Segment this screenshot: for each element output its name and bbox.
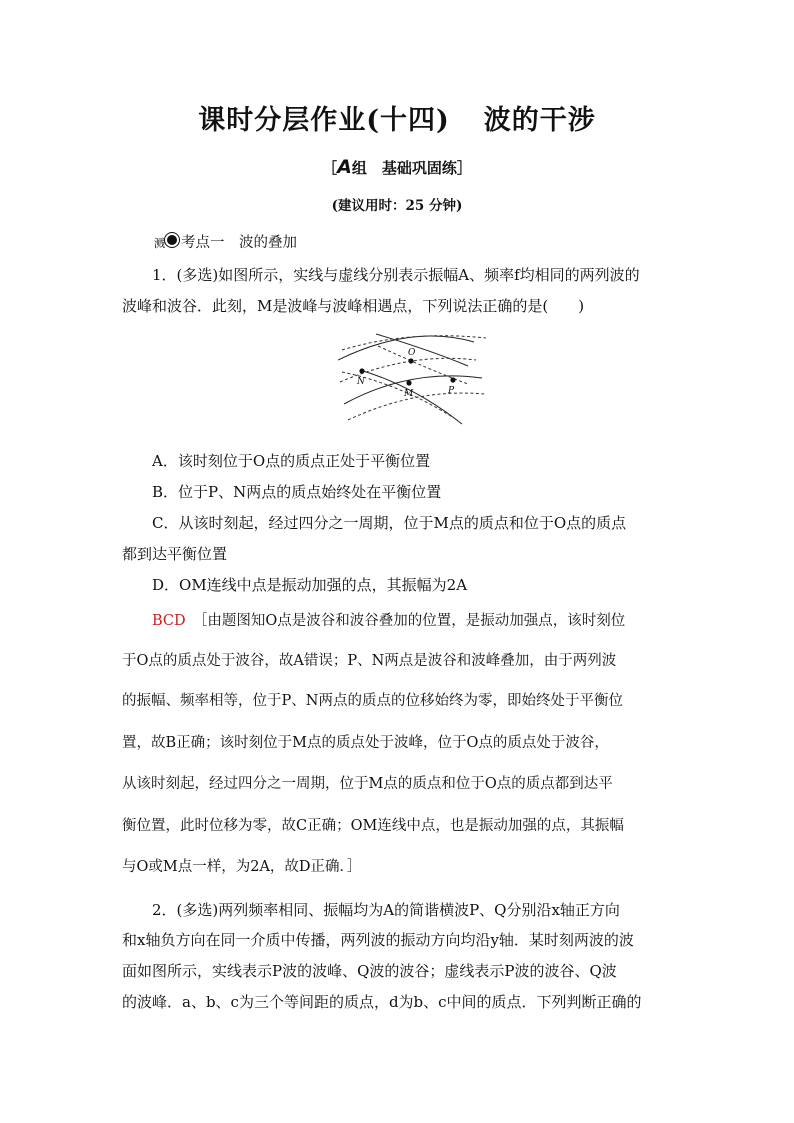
label-N: N — [357, 377, 365, 387]
group-letter: A — [337, 156, 352, 178]
q1-line-2: 波峰和波谷．此刻，M是波峰与波峰相遇点，下列说法正确的是( ) — [122, 297, 585, 315]
q1-option-d: D．OM连线中点是振动加强的点，其振幅为2A — [152, 576, 468, 594]
solid-wavefront-1 — [338, 336, 474, 360]
group-heading — [0, 156, 794, 178]
q1-answer-line-3: 的振幅、频率相等，位于P、N两点的质点的位移始终为零，即始终处于平衡位 — [122, 693, 623, 709]
q1-answer-line-1 — [152, 609, 625, 633]
q1-line-1: 1．(多选)如图所示，实线与虚线分别表示振幅A、频率f均相同的两列波的 — [152, 266, 640, 284]
target-icon — [165, 233, 179, 247]
point-O — [408, 358, 413, 363]
q2-line-2: 和x轴负方向在同一介质中传播，两列波的振动方向均沿y轴．某时刻两波的波 — [122, 931, 634, 949]
point-N — [359, 368, 364, 373]
solid-wavefront-3 — [376, 334, 468, 366]
q1-answer-line-6: 衡位置，此时位移为零，故C正确；OM连线中点，也是振动加强的点，其振幅 — [122, 818, 624, 834]
label-P: P — [448, 386, 455, 396]
q2-line-1: 2．(多选)两列频率相同、振幅均为A的简谐横波P、Q分别沿x轴正方向 — [152, 901, 620, 919]
q1-option-a: A．该时刻位于O点的质点正处于平衡位置 — [152, 452, 431, 470]
wave-figure — [338, 326, 486, 426]
answer-key: BCD — [152, 613, 186, 629]
page-title — [0, 98, 794, 137]
section-prefix: 溅 — [154, 237, 165, 250]
section-label: 考点一 波的叠加 — [181, 235, 297, 251]
q1-answer-line-5: 从该时刻起，经过四分之一周期，位于M点的质点和位于O点的质点都到达平 — [122, 776, 613, 792]
q1-option-c-cont: 都到达平衡位置 — [122, 545, 228, 563]
q1-option-c: C．从该时刻起，经过四分之一周期，位于M点的质点和位于O点的质点 — [152, 514, 627, 532]
q1-answer-line-2: 于O点的质点处于波谷，故A错误；P、N两点是波谷和波峰叠加，由于两列波 — [122, 653, 617, 669]
point-P — [450, 377, 455, 382]
group-open-bracket: ［ — [322, 159, 338, 177]
q2-line-3: 面如图所示，实线表示P波的波峰、Q波的波谷；虚线表示P波的波谷、Q波 — [122, 962, 617, 980]
q1-answer-line-4: 置，故B正确；该时刻位于M点的质点处于波峰，位于O点的质点处于波谷， — [122, 735, 609, 751]
point-M — [406, 380, 411, 385]
section-heading — [154, 231, 297, 256]
q1-option-b: B．位于P、N两点的质点始终处在平衡位置 — [152, 483, 442, 501]
answer-text-1: ［由题图知O点是波谷和波谷叠加的位置，是振动加强点，该时刻位 — [200, 613, 626, 629]
label-O: O — [408, 348, 416, 358]
q2-line-4: 的波峰．a、b、c为三个等间距的质点，d为b、c中间的质点．下列判断正确的 — [122, 993, 642, 1011]
label-M: M — [404, 389, 414, 399]
q1-answer-line-7: 与O或M点一样，为2A，故D正确．］ — [122, 859, 362, 875]
group-close-bracket: ］ — [456, 159, 472, 177]
time-hint: (建议用时：25 分钟) — [331, 198, 463, 214]
group-label: 组 基础巩固练 — [351, 159, 457, 177]
title-topic: 波的干涉 — [483, 105, 596, 136]
title-main: 课时分层作业(十四) — [198, 105, 450, 136]
